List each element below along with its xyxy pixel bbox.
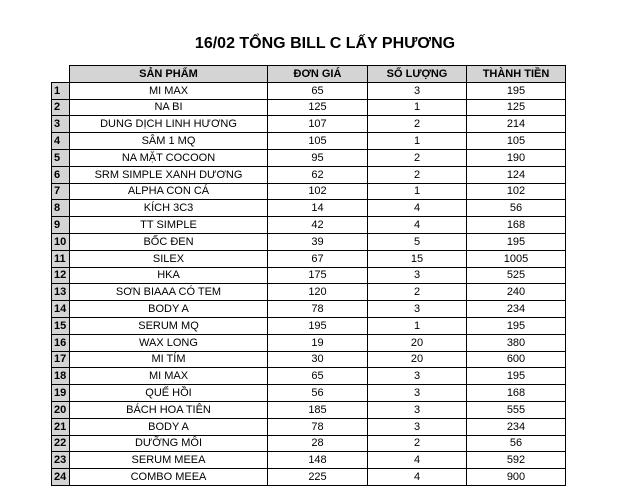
row-number-cell: 16 — [52, 334, 70, 351]
header-row — [52, 66, 566, 83]
table-row — [52, 149, 566, 166]
unit-price-cell: 30 — [268, 351, 368, 368]
product-name-cell: BODY A — [70, 301, 268, 318]
table-row — [52, 435, 566, 452]
unit-price-cell: 67 — [268, 250, 368, 267]
unit-price-cell: 14 — [268, 200, 368, 217]
product-name-cell: MI MAX — [70, 82, 268, 99]
row-number-cell: 8 — [52, 200, 70, 217]
product-name-cell: SRM SIMPLE XANH DƯƠNG — [70, 166, 268, 183]
quantity-cell: 2 — [368, 284, 467, 301]
unit-price-cell: 95 — [268, 149, 368, 166]
row-number-cell: 23 — [52, 452, 70, 469]
table-row — [52, 317, 566, 334]
row-number-cell: 5 — [52, 149, 70, 166]
unit-price-cell: 148 — [268, 452, 368, 469]
line-total-cell: 592 — [467, 452, 566, 469]
row-number-cell: 12 — [52, 267, 70, 284]
row-number-cell: 18 — [52, 368, 70, 385]
quantity-cell: 2 — [368, 116, 467, 133]
line-total-cell: 195 — [467, 368, 566, 385]
product-name-cell: DUNG DỊCH LINH HƯƠNG — [70, 116, 268, 133]
table-row — [52, 385, 566, 402]
unit-price-cell: 78 — [268, 418, 368, 435]
table-row — [52, 166, 566, 183]
column-header-unit-price: ĐƠN GIÁ — [268, 66, 368, 83]
table-row — [52, 183, 566, 200]
table-row — [52, 351, 566, 368]
line-total-cell: 105 — [467, 133, 566, 150]
line-total-cell: 56 — [467, 435, 566, 452]
quantity-cell: 1 — [368, 99, 467, 116]
quantity-cell: 2 — [368, 435, 467, 452]
quantity-cell: 3 — [368, 385, 467, 402]
quantity-cell: 15 — [368, 250, 467, 267]
unit-price-cell: 120 — [268, 284, 368, 301]
line-total-cell: 190 — [467, 149, 566, 166]
line-total-cell: 900 — [467, 469, 566, 486]
product-name-cell: QUẾ HỒI — [70, 385, 268, 402]
unit-price-cell: 39 — [268, 233, 368, 250]
unit-price-cell: 185 — [268, 401, 368, 418]
product-name-cell: TT SIMPLE — [70, 217, 268, 234]
quantity-cell: 1 — [368, 317, 467, 334]
row-number-cell: 19 — [52, 385, 70, 402]
quantity-cell: 5 — [368, 233, 467, 250]
product-name-cell: NA BI — [70, 99, 268, 116]
quantity-cell: 2 — [368, 166, 467, 183]
table-row — [52, 452, 566, 469]
table-row — [52, 82, 566, 99]
column-header-product: SẢN PHẨM — [70, 66, 268, 83]
line-total-cell: 125 — [467, 99, 566, 116]
unit-price-cell: 78 — [268, 301, 368, 318]
unit-price-cell: 125 — [268, 99, 368, 116]
unit-price-cell: 28 — [268, 435, 368, 452]
row-number-cell: 7 — [52, 183, 70, 200]
unit-price-cell: 102 — [268, 183, 368, 200]
product-name-cell: ALPHA CON CÁ — [70, 183, 268, 200]
unit-price-cell: 105 — [268, 133, 368, 150]
row-number-cell: 4 — [52, 133, 70, 150]
product-name-cell: MI MAX — [70, 368, 268, 385]
row-number-cell: 2 — [52, 99, 70, 116]
row-number-cell: 22 — [52, 435, 70, 452]
line-total-cell: 195 — [467, 317, 566, 334]
column-header-quantity: SỐ LƯỢNG — [368, 66, 467, 83]
line-total-cell: 102 — [467, 183, 566, 200]
table-row — [52, 334, 566, 351]
product-name-cell: SERUM MEEA — [70, 452, 268, 469]
quantity-cell: 4 — [368, 469, 467, 486]
row-number-cell: 24 — [52, 469, 70, 486]
row-number-cell: 14 — [52, 301, 70, 318]
product-name-cell: BỐC ĐEN — [70, 233, 268, 250]
row-number-cell: 21 — [52, 418, 70, 435]
row-number-cell: 13 — [52, 284, 70, 301]
table-row — [52, 267, 566, 284]
quantity-cell: 1 — [368, 183, 467, 200]
line-total-cell: 168 — [467, 217, 566, 234]
row-number-cell: 3 — [52, 116, 70, 133]
table-row — [52, 401, 566, 418]
unit-price-cell: 65 — [268, 82, 368, 99]
unit-price-cell: 56 — [268, 385, 368, 402]
product-name-cell: KÍCH 3C3 — [70, 200, 268, 217]
line-total-cell: 195 — [467, 82, 566, 99]
quantity-cell: 20 — [368, 334, 467, 351]
table-row — [52, 418, 566, 435]
quantity-cell: 3 — [368, 82, 467, 99]
unit-price-cell: 195 — [268, 317, 368, 334]
table-row — [52, 233, 566, 250]
product-name-cell: WAX LONG — [70, 334, 268, 351]
table-row — [52, 200, 566, 217]
unit-price-cell: 65 — [268, 368, 368, 385]
line-total-cell: 234 — [467, 418, 566, 435]
line-total-cell: 124 — [467, 166, 566, 183]
row-number-cell: 10 — [52, 233, 70, 250]
quantity-cell: 3 — [368, 401, 467, 418]
quantity-cell: 4 — [368, 217, 467, 234]
table-row — [52, 284, 566, 301]
document-title: 16/02 TỔNG BILL C LẤY PHƯƠNG — [194, 35, 456, 52]
quantity-cell: 3 — [368, 301, 467, 318]
table-row — [52, 469, 566, 486]
table-row — [52, 250, 566, 267]
quantity-cell: 4 — [368, 200, 467, 217]
line-total-cell: 600 — [467, 351, 566, 368]
unit-price-cell: 107 — [268, 116, 368, 133]
table-row — [52, 301, 566, 318]
corner-cell — [52, 66, 70, 83]
table-row — [52, 217, 566, 234]
product-name-cell: DƯỠNG MÔI — [70, 435, 268, 452]
unit-price-cell: 62 — [268, 166, 368, 183]
line-total-cell: 525 — [467, 267, 566, 284]
bill-table — [51, 65, 566, 486]
quantity-cell: 20 — [368, 351, 467, 368]
quantity-cell: 2 — [368, 149, 467, 166]
table-row — [52, 368, 566, 385]
line-total-cell: 380 — [467, 334, 566, 351]
table-row — [52, 99, 566, 116]
line-total-cell: 555 — [467, 401, 566, 418]
line-total-cell: 240 — [467, 284, 566, 301]
product-name-cell: BÁCH HOA TIÊN — [70, 401, 268, 418]
row-number-cell: 11 — [52, 250, 70, 267]
quantity-cell: 1 — [368, 133, 467, 150]
product-name-cell: SILEX — [70, 250, 268, 267]
table-row — [52, 133, 566, 150]
line-total-cell: 168 — [467, 385, 566, 402]
line-total-cell: 1005 — [467, 250, 566, 267]
line-total-cell: 234 — [467, 301, 566, 318]
quantity-cell: 3 — [368, 267, 467, 284]
product-name-cell: COMBO MEEA — [70, 469, 268, 486]
product-name-cell: SƠN BIAAA CÓ TEM — [70, 284, 268, 301]
row-number-cell: 15 — [52, 317, 70, 334]
quantity-cell: 3 — [368, 368, 467, 385]
unit-price-cell: 225 — [268, 469, 368, 486]
row-number-cell: 6 — [52, 166, 70, 183]
product-name-cell: SERUM MQ — [70, 317, 268, 334]
unit-price-cell: 19 — [268, 334, 368, 351]
row-number-cell: 1 — [52, 82, 70, 99]
column-header-total: THÀNH TIỀN — [467, 66, 566, 83]
line-total-cell: 214 — [467, 116, 566, 133]
product-name-cell: HKA — [70, 267, 268, 284]
table-body — [52, 82, 566, 485]
table-row — [52, 116, 566, 133]
line-total-cell: 56 — [467, 200, 566, 217]
row-number-cell: 9 — [52, 217, 70, 234]
product-name-cell: BODY A — [70, 418, 268, 435]
product-name-cell: SÂM 1 MQ — [70, 133, 268, 150]
unit-price-cell: 175 — [268, 267, 368, 284]
quantity-cell: 3 — [368, 418, 467, 435]
product-name-cell: MI TÍM — [70, 351, 268, 368]
row-number-cell: 20 — [52, 401, 70, 418]
product-name-cell: NA MẶT COCOON — [70, 149, 268, 166]
line-total-cell: 195 — [467, 233, 566, 250]
row-number-cell: 17 — [52, 351, 70, 368]
unit-price-cell: 42 — [268, 217, 368, 234]
quantity-cell: 4 — [368, 452, 467, 469]
